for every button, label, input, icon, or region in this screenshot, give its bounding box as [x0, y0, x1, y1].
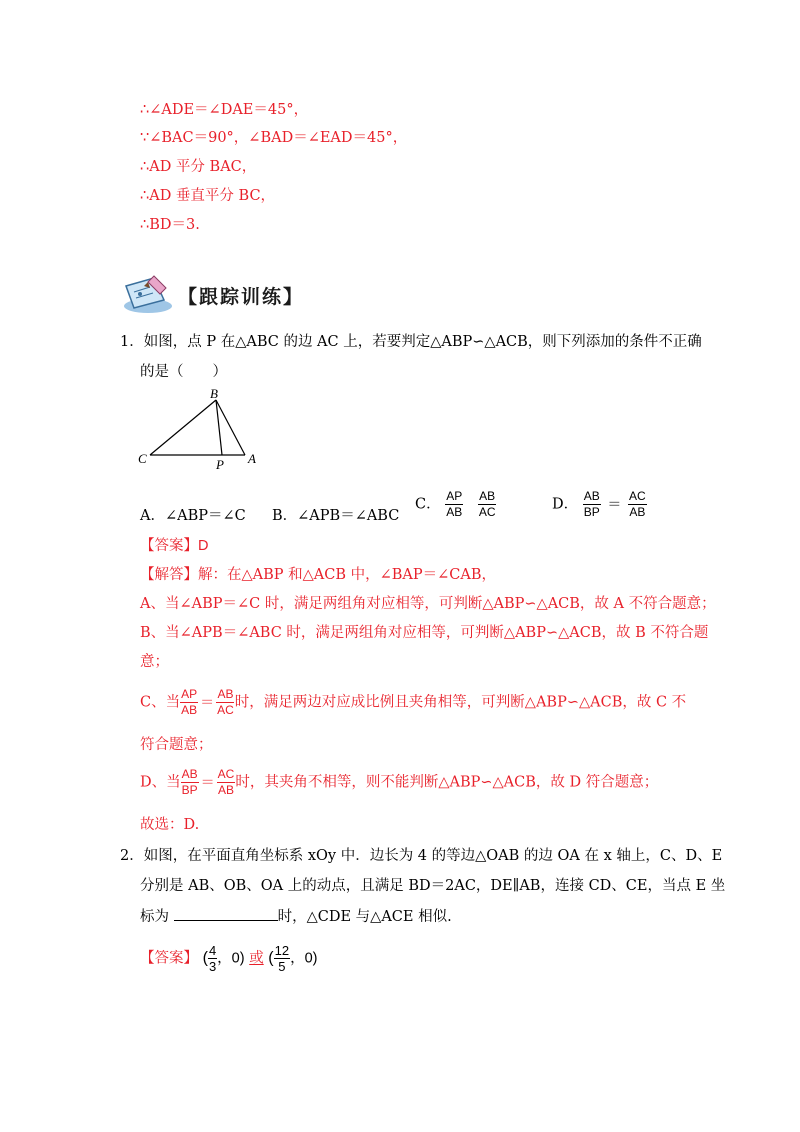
fraction-ap-ab-c: $\frac{AP}{AB}$ [181, 687, 198, 717]
q1-option-d: D． $\frac{AB}{BP}$ ＝ $\frac{AC}{AB}$ [552, 489, 646, 519]
fraction-12-5: $\frac{12}{5}$ [274, 943, 290, 974]
analysis-label: 【解答】 [140, 567, 198, 583]
q1-analysis-b-2: 意； [140, 654, 169, 670]
label-p: P [216, 457, 224, 472]
proof-line-4: ∴AD 垂直平分 BC， [140, 188, 276, 204]
q1-option-c [415, 490, 497, 519]
answer-blank [174, 906, 260, 921]
q1-option-b: B．∠APB＝∠ABC [272, 508, 400, 524]
q2-stem-line-1: 2．如图，在平面直角坐标系 xOy 中．边长为 4 的等边△OAB 的边 OA 在 x 轴上，C、D、E [120, 848, 723, 864]
q1-analysis-c-2: 符合题意； [140, 737, 213, 753]
q1-stem-line-1: 1．如图，点 P 在△ABC 的边 AC 上，若要判定△ABP∽△ACB，则下列添加的条件不正确 [120, 334, 702, 350]
fraction-ab-ac-c: $\frac{AB}{AC}$ [217, 687, 234, 717]
segment-cb [150, 400, 216, 455]
q1-analysis-a: A、当∠ABP＝∠C 时，满足两组角对应相等，可判断△ABP∽△ACB，故 A 不符合题意； [140, 596, 716, 612]
proof-line-3: ∴AD 平分 BAC， [140, 159, 257, 175]
or-text: 或 [249, 950, 264, 967]
segment-ba [216, 400, 245, 455]
fraction-4-3: $\frac{4}{3}$ [208, 943, 217, 974]
q1-analysis-b-1: B、当∠APB＝∠ABC 时，满足两组角对应相等，可判断△ABP∽△ACB，故 B 不符合题 [140, 625, 709, 641]
q1-answer [140, 536, 208, 556]
fraction-ab-bp-d: $\frac{AB}{BP}$ [181, 767, 198, 797]
q1-option-a: A．∠ABP＝∠C [140, 508, 246, 524]
pencil-tablet-icon [120, 272, 180, 316]
q1-analysis-intro: 【解答】解：在△ABP 和△ACB 中，∠BAP＝∠CAB， [140, 567, 497, 583]
q2-stem-line-3: 标为 时，△CDE 与△ACE 相似. [140, 906, 452, 927]
q2-stem-line-2: 分别是 AB、OB、OA 上的动点，且满足 BD＝2AC，DE∥AB，连接 CD、CE，当点 E 坐 [140, 878, 726, 894]
label-a: A [248, 451, 256, 466]
proof-line-1: ∴∠ADE＝∠DAE＝45°， [140, 102, 309, 118]
q1-conclusion: 故选：D. [140, 817, 200, 833]
q1-analysis-c: C、当 $\frac{AP}{AB}$ ＝ $\frac{AB}{AC}$ 时，满足两边对应成比例且夹角相等，可判断△ABP∽△ACB，故 C 不 [140, 687, 687, 717]
fraction-ac-ab-d: $\frac{AC}{AB}$ [217, 767, 235, 797]
answer-label: 【答案】 [140, 538, 198, 554]
segment-bp [216, 400, 222, 455]
option-d-label: D． [552, 496, 579, 513]
label-b: B [210, 386, 218, 401]
banner-title: 【跟踪训练】 [178, 286, 305, 308]
fraction-ab-bp: $\frac{AB}{BP}$ [583, 489, 600, 519]
fraction-ab-ac: $\frac{AB}{AC}$ [478, 489, 496, 519]
answer-value: D [198, 538, 209, 554]
answer-label-2: 【答案】 [140, 950, 198, 967]
proof-line-5: ∴BD＝3. [140, 217, 200, 233]
section-banner [120, 272, 305, 320]
fraction-ac-ab: $\frac{AC}{AB}$ [628, 489, 646, 519]
triangle-figure [130, 385, 270, 477]
q1-stem-line-2: 的是（ ） [140, 364, 227, 380]
option-c-label: C． [415, 496, 441, 513]
label-c: C [138, 451, 147, 466]
fraction-ap-ab: $\frac{AP}{AB}$ [446, 489, 463, 519]
proof-line-2: ∵∠BAC＝90°，∠BAD＝∠EAD＝45°， [140, 130, 408, 146]
q2-answer: 【答案】 ( $\frac{4}{3}$ ，0) 或 ( $\frac{12}{5}$ ，0) [140, 943, 318, 974]
q1-analysis-d: D、当 $\frac{AB}{BP}$ ＝ $\frac{AC}{AB}$ 时，其夹角不相等，则不能判断△ABP∽△ACB，故 D 符合题意； [140, 767, 659, 797]
